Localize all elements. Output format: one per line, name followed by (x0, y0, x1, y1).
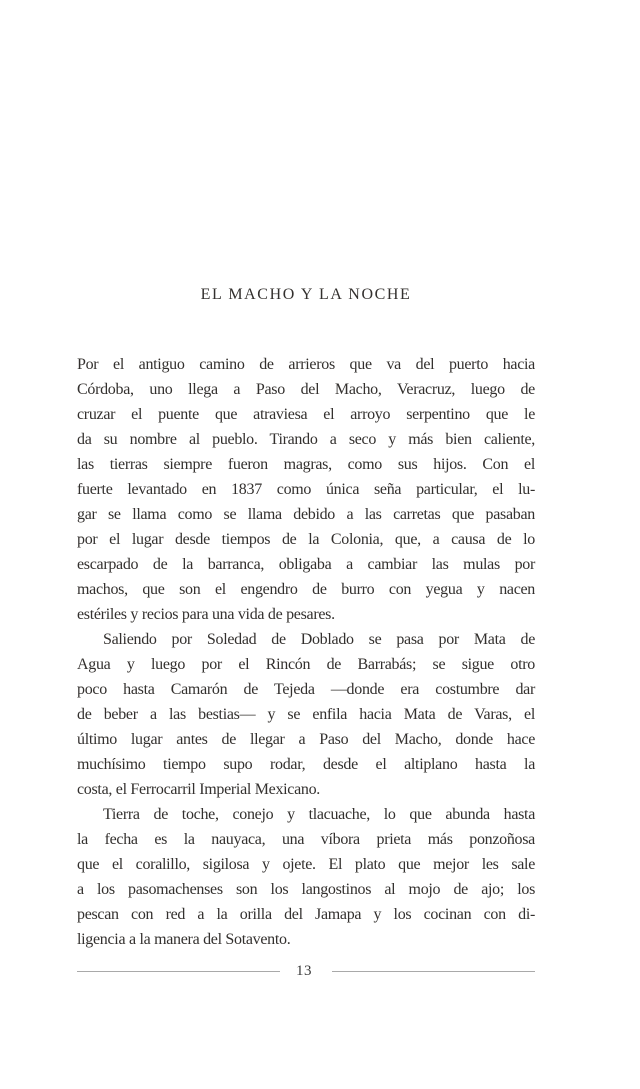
body-text (77, 352, 535, 952)
text-line: Agua y luego por el Rincón de Barrabás; se sigue otro (77, 656, 535, 673)
text-line: poco hasta Camarón de Tejeda —donde era costumbre dar (77, 681, 535, 698)
text-line: Saliendo por Soledad de Doblado se pasa por Mata de (103, 631, 535, 648)
text-line: muchísimo tiempo supo rodar, desde el altiplano hasta la (77, 756, 535, 773)
text-line: por el lugar desde tiempos de la Colonia, que, a causa de lo (77, 531, 535, 548)
text-line: la fecha es la nauyaca, una víbora prieta más ponzoñosa (77, 831, 535, 848)
text-line: costa, el Ferrocarril Imperial Mexicano. (77, 781, 321, 798)
text-line: ligencia a la manera del Sotavento. (77, 931, 291, 948)
text-line: Córdoba, uno llega a Paso del Macho, Veracruz, luego de (77, 381, 535, 398)
text-line: cruzar el puente que atraviesa el arroyo serpentino que le (77, 406, 535, 423)
text-line: de beber a las bestias— y se enfila hacia Mata de Varas, el (77, 706, 535, 723)
chapter-title: EL MACHO Y LA NOCHE (200, 286, 412, 303)
text-line: Tierra de toche, conejo y tlacuache, lo que abunda hasta (103, 806, 535, 823)
footer-rule-right (332, 971, 535, 972)
text-line: gar se llama como se llama debido a las carretas que pasaban (77, 506, 535, 523)
text-line: estériles y recios para una vida de pesares. (77, 606, 335, 623)
text-line: último lugar antes de llegar a Paso del Macho, donde hace (77, 731, 535, 748)
text-line: las tierras siempre fueron magras, como sus hijos. Con el (77, 456, 535, 473)
text-line: a los pasomachenses son los langostinos al mojo de ajo; los (77, 881, 535, 898)
page-footer (77, 963, 535, 980)
text-line: fuerte levantado en 1837 como única seña particular, el lu- (77, 481, 535, 498)
text-line: da su nombre al pueblo. Tirando a seco y más bien caliente, (77, 431, 535, 448)
text-line: machos, que son el engendro de burro con yegua y nacen (77, 581, 535, 598)
text-line: escarpado de la barranca, obligaba a cambiar las mulas por (77, 556, 535, 573)
page-number: 13 (296, 963, 312, 979)
footer-rule-left (77, 971, 280, 972)
text-line: que el coralillo, sigilosa y ojete. El plato que mejor les sale (77, 856, 535, 873)
text-line: Por el antiguo camino de arrieros que va del puerto hacia (77, 356, 535, 373)
text-line: pescan con red a la orilla del Jamapa y los cocinan con di- (77, 906, 535, 923)
